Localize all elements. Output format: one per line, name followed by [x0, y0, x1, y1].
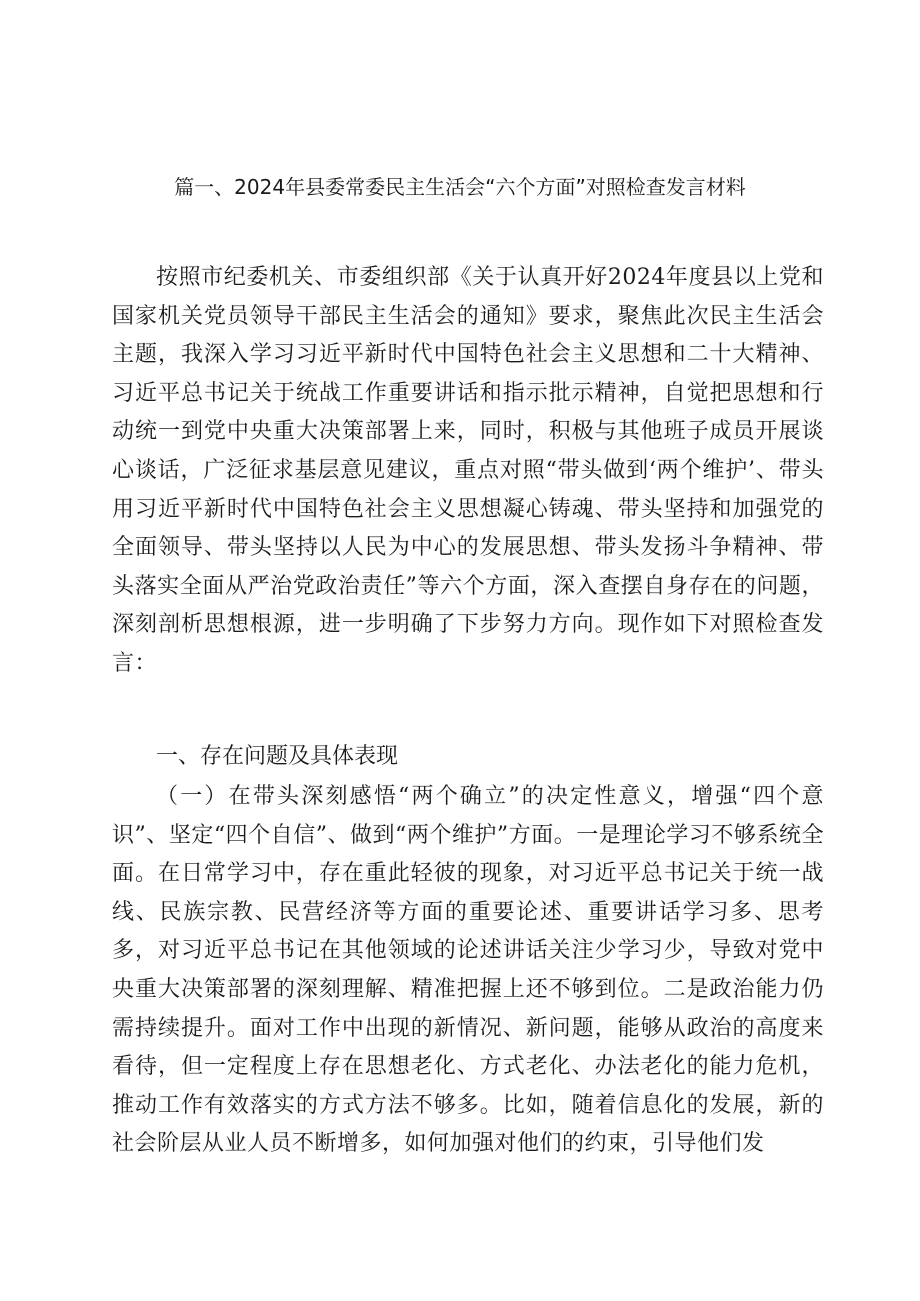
intro-paragraph: 按照市纪委机关、市委组织部《关于认真开好2024年度县以上党和国家机关党员领导干部民主生活会的通知》要求，聚焦此次民主生活会主题，我深入学习习近平新时代中国特色社会主义思想和二十大精神、习近平总书记关于统战工作重要讲话和指示批示精神，自觉把思想和行动统一到党中央重大决策部署上来，同时，积极与其他班子成员开展谈心谈话，广泛征求基层意见建议，重点对照“带头做到‘两个维护’、带头用习近平新时代中国特色社会主义思想凝心铸魂、带头坚持和加强党的全面领导、带头坚持以人民为中心的发展思想、带头发扬斗争精神、带头落实全面从严治党政治责任”等六个方面，深入查摆自身存在的问题，深刻剖析思想根源，进一步明确了下步努力方向。现作如下对照检查发言： — [112, 265, 824, 676]
document-title: 篇一、2024年县委常委民主生活会“六个方面”对照检查发言材料 — [174, 175, 746, 199]
section-heading: 一、存在问题及具体表现 — [156, 744, 399, 769]
section-paragraph: （一）在带头深刻感悟“两个确立”的决定性意义，增强“四个意识”、坚定“四个自信”、做到“两个维护”方面。一是理论学习不够系统全面。在日常学习中，存在重此轻彼的现象，对习近平总书记关于统一战线、民族宗教、民营经济等方面的重要论述、重要讲话学习多、思考多，对习近平总书记在其他领域的论述讲话关注少学习少，导致对党中央重大决策部署的深刻理解、精准把握上还不够到位。二是政治能力仍需持续提升。面对工作中出现的新情况、新问题，能够从政治的高度来看待，但一定程度上存在思想老化、方式老化、办法老化的能力危机，推动工作有效落实的方式方法不够多。比如，随着信息化的发展，新的社会阶层从业人员不断增多，如何加强对他们的约束，引导他们发 — [112, 784, 824, 1157]
